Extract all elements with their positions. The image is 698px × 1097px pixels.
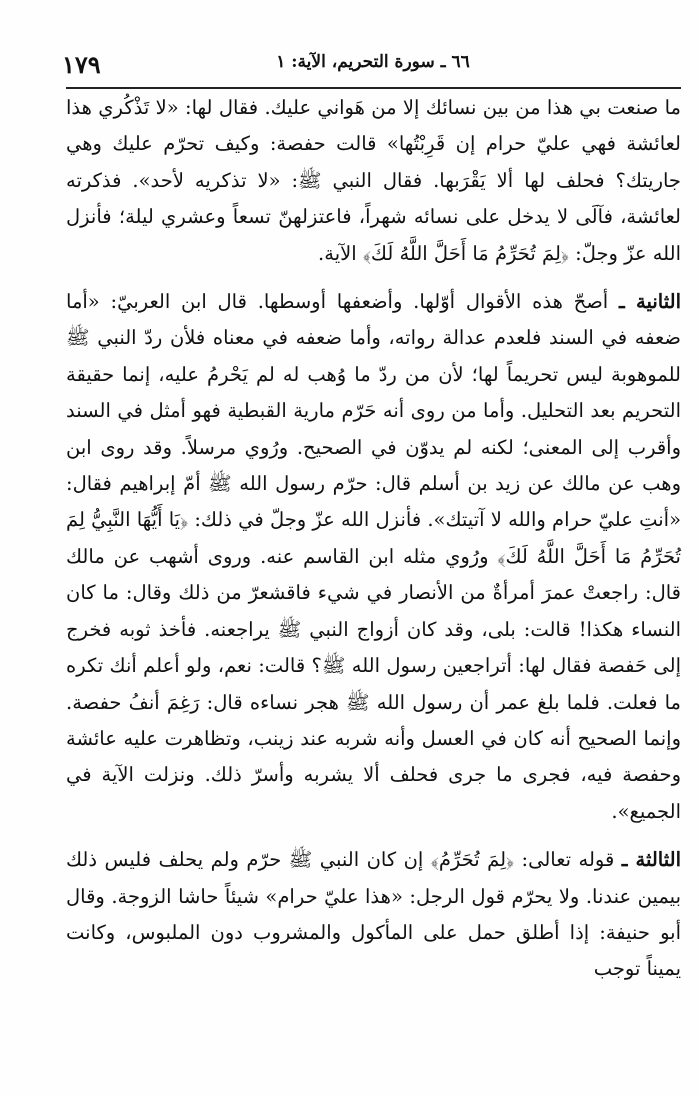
page-header <box>62 46 684 86</box>
page-number: ١٧٩ <box>62 50 101 79</box>
paragraph-text: ما صنعت بي هذا من بين نسائك إلا من هَواني عليك. فقال لها: «لا تَذْكُري هذا لعائشة فهي عليّ حرام إن قَرِبْتُها» قالت حفصة: وكيف تحرّم عليك وهي جاريتك؟ فحلف لها ألا يَقْرَبها. فقال النبي ﷺ: «لا تذكريه لأحد». فذكرته لعائشة، فآلَى لا يدخل على نسائه شهراً، فاعتزلهنّ تسعاً وعشري ليلة؛ فأنزل الله عزّ وجلّ: ﴿لِمَ تُحَرِّمُ مَا أَحَلَّ اللَّهُ لَكَ﴾ الآية. <box>66 96 681 265</box>
paragraph-text: قوله تعالى: ﴿لِمَ تُحَرِّمُ﴾ إن كان النبي ﷺ حرّم ولم يحلف فليس ذلك بيمين عندنا. ولا يحرّم قول الرجل: «هذا عليّ حرام» شيئاً حاشا الزوجة. وقال أبو حنيفة: إذا أطلق حمل على المأكول والمشروب دون الملبوس، وكانت يميناً توجب <box>66 848 681 981</box>
running-title: ٦٦ ـ سورة التحريم، الآية: ١ <box>276 52 470 72</box>
paragraph-third <box>66 842 681 988</box>
paragraph-first <box>66 90 681 272</box>
paragraph-text: أصحّ هذه الأقوال أوّلها. وأضعفها أوسطها. قال ابن العربيّ: «أما ضعفه في السند فلعدم عدالة رواته، وأما ضعفه في معناه فلأن ردّ النبي ﷺ للموهوبة ليس تحريماً لها؛ لأن من ردّ ما وُهب له لم يَحْرمُ عليه، إنما حقيقة التحريم بعد التحليل. وأما من روى أنه حَرّم مارية القبطية فهو أمثل في السند وأقرب إلى المعنى؛ لكنه لم يدوّن في الصحيح. ورُوي مرسلاً. وقد روى ابن وهب عن مالك عن زيد بن أسلم قال: حرّم رسول الله ﷺ أمّ إبراهيم فقال: «أنتِ عليّ حرام والله لا آتيتك». فأنزل الله عزّ وجلّ في ذلك: ﴿يَا أَيُّهَا النَّبِيُّ لِمَ تُحَرِّمُ مَا أَحَلَّ اللَّهُ لَكَ﴾ ورُوي مثله ابن القاسم عنه. وروى أشهب عن مالك قال: راجعتْ عمرَ أمرأةٌ من الأنصار في شيء فاقشعرّ من ذلك وقال: ما كان النساء هكذا! قالت: بلى، وقد كان أزواج النبي ﷺ يراجعنه. فأخذ ثوبه فخرج إلى حَفصة فقال لها: أتراجعين رسول الله ﷺ؟ قالت: نعم، ولو أعلم أنك تكره ما فعلت. فلما بلغ عمر أن رسول الله ﷺ هجر نساءه قال: رَغِمَ أنفُ حفصة. وإنما الصحيح أنه كان في العسل وأنه شربه عند زينب، وتظاهرت عليه عائشة وحفصة فيه، فجرى ما جرى فحلف ألا يشربه وأسرّ ذلك. ونزلت الآية في الجميع». <box>66 290 681 823</box>
paragraph-lead: الثانية ـ <box>618 290 681 314</box>
body-text <box>66 90 681 988</box>
paragraph-second <box>66 284 681 830</box>
paragraph-lead: الثالثة ـ <box>621 848 681 872</box>
header-rule <box>66 87 681 89</box>
